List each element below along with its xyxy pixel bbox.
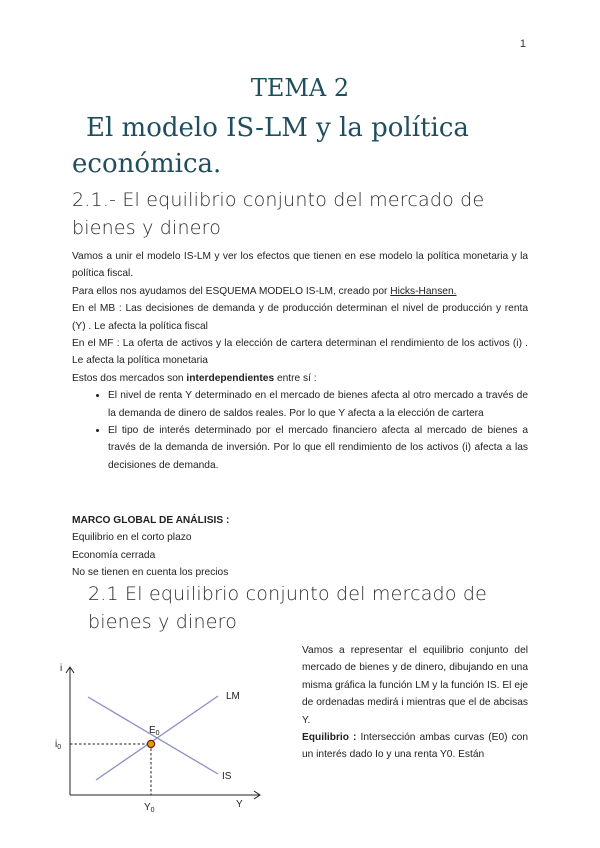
section-heading-1: 2.1.- El equilibrio conjunto del mercado de bienes y dinero xyxy=(72,189,485,239)
y0-label xyxy=(144,802,155,814)
paragraph: Vamos a representar el equilibrio conjunto del mercado de bienes y de dinero, dibujando en una misma gráfica la función LM y la función IS. El eje de ordenadas medirá i mientras que el de abcisas Y. xyxy=(302,645,528,726)
lm-label: LM xyxy=(226,691,240,702)
paragraph-text: Intersección ambas curvas (E0) con un interés dado Io y una renta Y0. Están xyxy=(302,732,528,761)
eq-label-sub: 0 xyxy=(155,730,160,737)
eq-label xyxy=(149,725,160,737)
i0-label-sub: 0 xyxy=(57,744,62,751)
is-label: IS xyxy=(222,771,232,782)
page-title xyxy=(72,110,542,182)
paragraph: En el MB : Las decisiones de demanda y de producción determinan el nivel de producción y renta (Y) . Le afecta la política fiscal xyxy=(72,303,528,332)
y0-label-sub: 0 xyxy=(150,807,155,814)
paragraph xyxy=(72,283,528,300)
list-item: • El tipo de interés determinado por el mercado financiero afecta al mercado de bienes a través de la demanda de inversión. Por lo que ell rendimiento de los activos (i) afecta a las decisiones de demanda. xyxy=(108,422,528,474)
framework-item: Economía cerrada xyxy=(72,549,156,561)
graph-explanation xyxy=(302,642,528,764)
bold-term: interdependientes xyxy=(186,372,275,384)
analysis-framework xyxy=(72,512,372,582)
bullet-list xyxy=(72,387,528,474)
paragraph: Vamos a unir el modelo IS-LM y ver los efectos que tienen en ese modelo la política monetaria y la política fiscal. xyxy=(72,251,528,280)
page-number: 1 xyxy=(519,38,526,50)
paragraph-text: entre sí : xyxy=(274,372,317,384)
i0-label xyxy=(55,739,61,751)
framework-item: No se tienen en cuenta los precios xyxy=(72,567,229,579)
framework-heading: MARCO GLOBAL DE ANÁLISIS : xyxy=(72,515,230,526)
y0-label-text: Y xyxy=(144,802,151,813)
paragraph xyxy=(302,729,528,764)
paragraph-text: Estos dos mercados son xyxy=(72,372,187,384)
title-line-1: El modelo IS-LM y la política xyxy=(86,113,469,143)
i0-label-text: i xyxy=(55,739,58,750)
y-axis-label: i xyxy=(60,663,63,674)
is-lm-graph xyxy=(40,655,290,815)
bold-term: Equilibrio : xyxy=(302,732,357,744)
chapter-label: TEMA 2 xyxy=(250,74,350,102)
intro-text xyxy=(72,248,528,474)
list-item: • El nivel de renta Y determinado en el mercado de bienes afecta al otro mercado a través de la demanda de dinero de saldos reales. Por lo que Y afecta a la elección de cartera xyxy=(108,387,528,422)
eq-label-text: E xyxy=(149,725,156,736)
equilibrium-point xyxy=(147,740,154,747)
paragraph-text: Para ellos nos ayudamos del ESQUEMA MODELO IS-LM, creado por xyxy=(72,285,391,297)
paragraph: En el MF : La oferta de activos y la elección de cartera determinan el rendimiento de los activos (i) . Le afecta la política monetaria xyxy=(72,338,528,367)
section-heading-2: 2.1 El equilibrio conjunto del mercado de bienes y dinero xyxy=(88,583,488,633)
framework-item: Equilibrio en el corto plazo xyxy=(72,532,192,544)
x-axis-label: Y xyxy=(236,799,243,810)
title-line-2: económica. xyxy=(72,149,222,179)
hicks-hansen-link: Hicks-Hansen. xyxy=(390,285,457,297)
paragraph xyxy=(72,370,528,387)
